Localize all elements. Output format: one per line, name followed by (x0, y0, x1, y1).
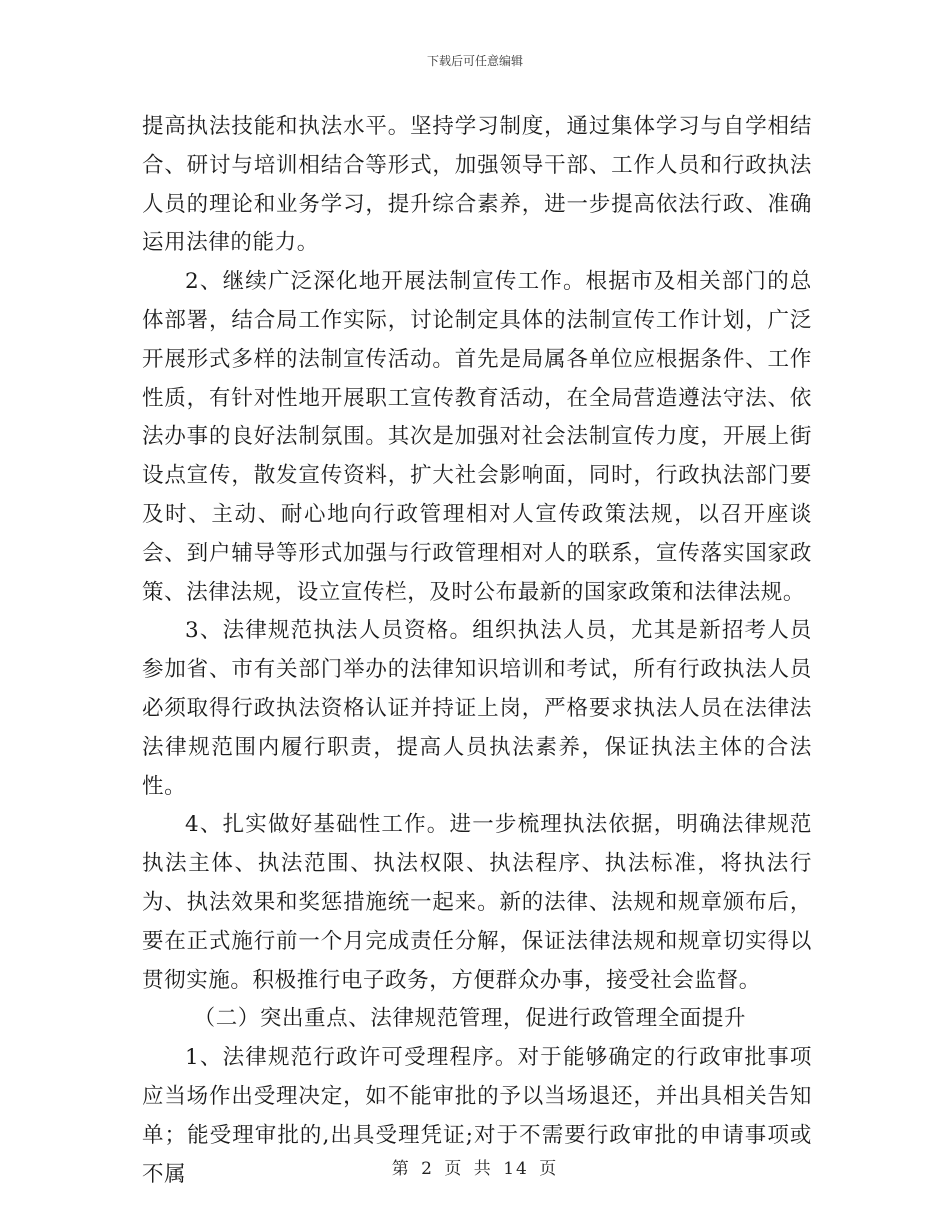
paragraph-item-4-basic-work: 4、扎实做好基础性工作。进一步梳理执法依据，明确法律规范执法主体、执法范围、执法权限、执法程序、执法标准，将执法行为、执法效果和奖惩措施统一起来。新的法律、法规和规章颁布后，要在正式施行前一个月完成责任分解，保证法律法规和规章切实得以贯彻实施。积极推行电子政务，方便群众办事，接受社会监督。 (142, 812, 812, 993)
paragraph-item-1-licensing-procedure: 1、法律规范行政许可受理程序。对于能够确定的行政审批事项应当场作出受理决定，如不能审批的予以当场退还，并出具相关告知单；能受理审批的,出具受理凭证;对于不需要行政审批的申请事项或不属 (142, 1045, 812, 1187)
document-body (142, 108, 812, 1194)
paragraph-continuation: 提高执法技能和执法水平。坚持学习制度，通过集体学习与自学相结合、研讨与培训相结合等形式，加强领导干部、工作人员和行政执法人员的理论和业务学习，提升综合素养，进一步提高依法行政、准确运用法律的能力。 (142, 114, 812, 256)
page-number-footer: 第 2 页 共 14 页 (391, 1159, 559, 1179)
paragraph-item-3-enforcement-qualification: 3、法律规范执法人员资格。组织执法人员，尤其是新招考人员参加省、市有关部门举办的法律知识培训和考试，所有行政执法人员必须取得行政执法资格认证并持证上岗，严格要求执法人员在法律法法律规范围内履行职责，提高人员执法素养，保证执法主体的合法性。 (142, 618, 812, 799)
paragraph-item-2-legal-publicity: 2、继续广泛深化地开展法制宣传工作。根据市及相关部门的总体部署，结合局工作实际，讨论制定具体的法制宣传工作计划，广泛开展形式多样的法制宣传活动。首先是局属各单位应根据条件、工作性质，有针对性地开展职工宣传教育活动，在全局营造遵法守法、依法办事的良好法制氛围。其次是加强对社会法制宣传力度，开展上街设点宣传，散发宣传资料，扩大社会影响面，同时，行政执法部门要及时、主动、耐心地向行政管理相对人宣传政策法规，以召开座谈会、到户辅导等形式加强与行政管理相对人的联系，宣传落实国家政策、法律法规，设立宣传栏，及时公布最新的国家政策和法律法规。 (142, 269, 812, 605)
section-heading-2: （二）突出重点、法律规范管理，促进行政管理全面提升 (193, 1006, 747, 1032)
page-header-note: 下载后可任意编辑 (426, 54, 523, 68)
